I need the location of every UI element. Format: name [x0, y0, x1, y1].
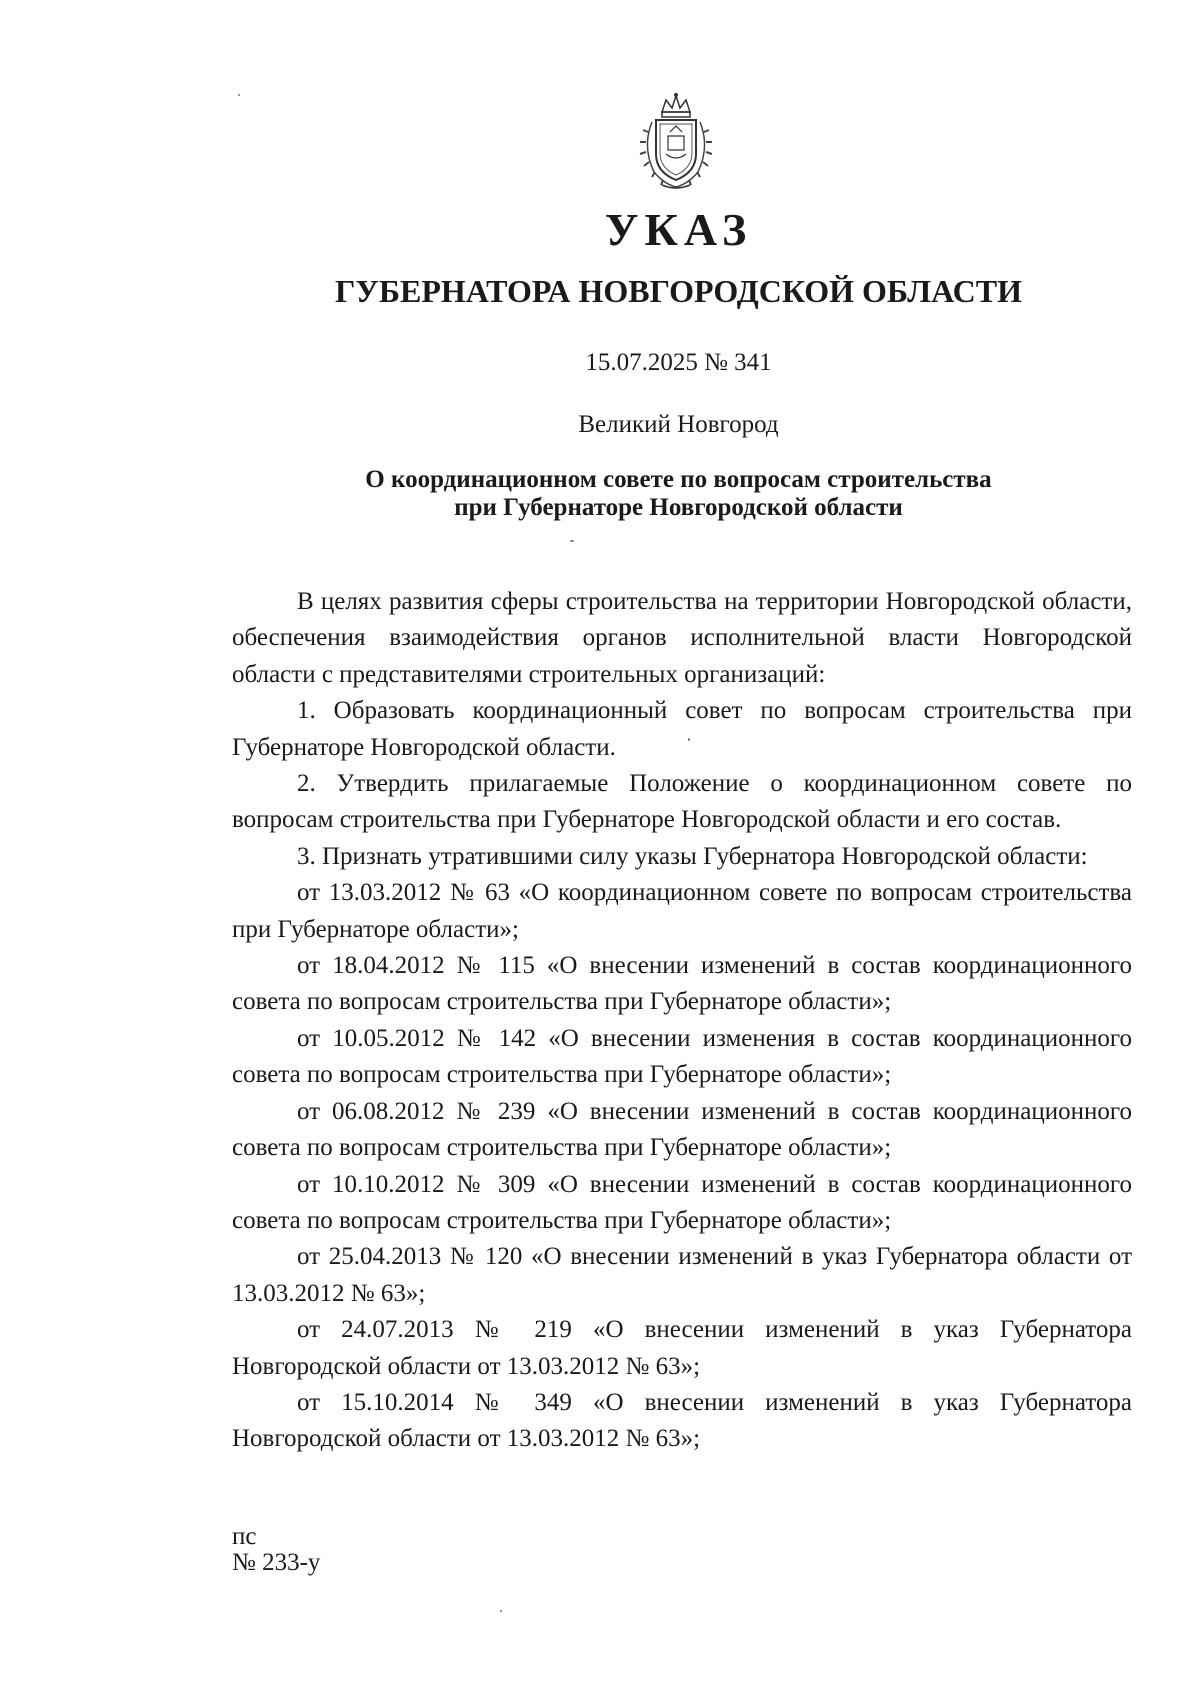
scan-speck: [688, 738, 690, 741]
coat-of-arms-icon: [632, 92, 720, 192]
body-paragraph-repealed-decree: от 06.08.2012 № 239 «О внесении изменений в состав координационного совета по вопросам строительства при Губернаторе области»;: [232, 1097, 1132, 1162]
body-paragraph-item-1: 1. Образовать координационный совет по вопросам строительства при Губернаторе Новгородской области.: [232, 697, 1132, 761]
body-paragraph-repealed-decree: от 13.03.2012 № 63 «О координационном совете по вопросам строительства при Губернаторе области»;: [232, 879, 1132, 943]
body-paragraph-intro: В целях развития сферы строительства на территории Новгородской области, обеспечения взаимодействия органов исполнительной власти Новгородской области с представителями строительных организаций:: [232, 588, 1132, 688]
document-issuer: ГУБЕРНАТОРА НОВГОРОДСКОЙ ОБЛАСТИ: [335, 273, 1022, 309]
body-paragraph-item-3: 3. Признать утратившими силу указы Губернатора Новгородской области:: [297, 842, 1088, 870]
body-paragraph-repealed-decree: от 10.05.2012 № 142 «О внесении изменения в состав координационного совета по вопросам строительства при Губернаторе области»;: [232, 1024, 1132, 1089]
body-paragraph-repealed-decree: от 18.04.2012 № 115 «О внесении изменений в состав координационного совета по вопросам строительства при Губернаторе области»;: [232, 952, 1132, 1016]
body-paragraph-item-2: 2. Утвердить прилагаемые Положение о координационном совете по вопросам строительства при Губернаторе Новгородской области и его состав.: [232, 770, 1132, 834]
scan-speck: [238, 94, 240, 96]
document-heading-line1: О координационном совете по вопросам строительства: [365, 466, 992, 493]
footer-code-line2: № 233-у: [232, 1549, 321, 1576]
document-city: Великий Новгород: [578, 411, 779, 438]
document-date-number: 15.07.2025 № 341: [585, 349, 772, 376]
document-title: УКАЗ: [604, 204, 753, 255]
body-paragraph-repealed-decree: от 10.10.2012 № 309 «О внесении изменений в состав координационного совета по вопросам строительства при Губернаторе области»;: [232, 1170, 1132, 1234]
document-heading-line2: при Губернаторе Новгородской области: [454, 494, 903, 521]
body-paragraph-repealed-decree: от 25.04.2013 № 120 «О внесении изменений в указ Губернатора области от 13.03.2012 № 63»;: [232, 1243, 1132, 1307]
scan-speck: [500, 1610, 502, 1612]
body-paragraph-repealed-decree: от 24.07.2013 № 219 «О внесении изменений в указ Губернатора Новгородской области от 13.03.2012 № 63»;: [232, 1316, 1132, 1380]
footer-code-line1: пс: [232, 1523, 257, 1550]
document-body: [232, 584, 1132, 1458]
footer-registration-code: [232, 1524, 320, 1576]
scan-speck: [570, 540, 574, 542]
document-heading: [0, 466, 1200, 522]
body-paragraph-repealed-decree: от 15.10.2014 № 349 «О внесении изменений в указ Губернатора Новгородской области от 13.03.2012 № 63»;: [232, 1388, 1132, 1453]
